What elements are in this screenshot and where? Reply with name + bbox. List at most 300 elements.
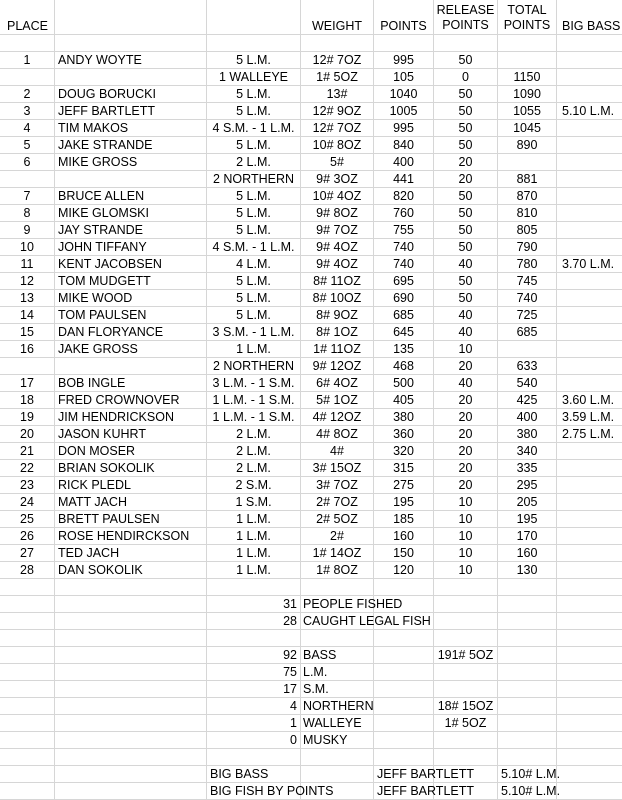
release-points-cell: 50 bbox=[458, 189, 473, 203]
big-bass-cell bbox=[557, 375, 622, 391]
species-label: L.M. bbox=[303, 665, 328, 679]
place-cell: 23 bbox=[20, 478, 34, 492]
weight-cell: 9# 4OZ bbox=[316, 257, 358, 271]
big-bass-cell bbox=[557, 528, 622, 544]
place-cell: 7 bbox=[23, 189, 31, 203]
points-cell: 645 bbox=[393, 325, 414, 339]
name-cell: FRED CROWNOVER bbox=[58, 393, 180, 407]
result-row bbox=[0, 154, 622, 171]
fish-cell: 1 L.M. - 1 S.M. bbox=[212, 410, 295, 424]
name-cell: MATT JACH bbox=[58, 495, 127, 509]
total-points-cell: 170 bbox=[516, 529, 538, 543]
total-points-cell bbox=[498, 154, 556, 170]
big-bass-cell bbox=[557, 494, 622, 510]
points-cell: 195 bbox=[393, 495, 414, 509]
points-cell: 740 bbox=[393, 257, 414, 271]
result-row bbox=[0, 103, 622, 120]
total-points-cell: 340 bbox=[516, 444, 538, 458]
release-header-line2: POINTS bbox=[442, 18, 489, 32]
big-bass-cell bbox=[557, 222, 622, 238]
big-bass-cell bbox=[557, 120, 622, 136]
fish-cell: 2 NORTHERN bbox=[212, 359, 295, 373]
name-cell: DOUG BORUCKI bbox=[58, 87, 156, 101]
big-bass-cell bbox=[557, 545, 622, 561]
weight-cell: 4# 12OZ bbox=[312, 410, 362, 424]
place-cell: 22 bbox=[20, 461, 34, 475]
total-points-cell: 295 bbox=[516, 478, 538, 492]
fish-cell: 2 L.M. bbox=[236, 444, 271, 458]
release-points-cell: 50 bbox=[458, 121, 473, 135]
spacer-row bbox=[0, 579, 622, 596]
name-cell: ROSE HENDIRCKSON bbox=[58, 529, 190, 543]
place-cell: 19 bbox=[20, 410, 34, 424]
total-points-cell: 870 bbox=[516, 189, 538, 203]
result-row bbox=[0, 52, 622, 69]
release-points-cell: 50 bbox=[458, 53, 473, 67]
total-points-cell: 881 bbox=[516, 172, 538, 186]
name-cell: JAKE GROSS bbox=[58, 342, 138, 356]
big-bass-cell bbox=[557, 273, 622, 289]
points-cell: 755 bbox=[393, 223, 414, 237]
result-row bbox=[0, 341, 622, 358]
big-bass-cell: 2.75 L.M. bbox=[562, 427, 615, 441]
release-points-cell: 10 bbox=[458, 563, 473, 577]
result-row bbox=[0, 562, 622, 579]
award-value: 5.10# L.M. bbox=[501, 784, 561, 798]
release-points-cell: 40 bbox=[458, 376, 473, 390]
result-row bbox=[0, 239, 622, 256]
result-row bbox=[0, 409, 622, 426]
species-weight: 1# 5OZ bbox=[444, 716, 487, 730]
big-bass-cell bbox=[557, 324, 622, 340]
people-fished-label: PEOPLE FISHED bbox=[303, 597, 403, 611]
points-cell: 150 bbox=[393, 546, 414, 560]
fish-cell: 2 NORTHERN bbox=[212, 172, 295, 186]
total-points-cell: 633 bbox=[516, 359, 538, 373]
points-cell: 105 bbox=[393, 70, 414, 84]
result-row bbox=[0, 222, 622, 239]
release-points-cell: 40 bbox=[458, 257, 473, 271]
result-row bbox=[0, 443, 622, 460]
name-cell: BOB INGLE bbox=[58, 376, 126, 390]
place-cell: 4 bbox=[23, 121, 31, 135]
place-cell: 21 bbox=[20, 444, 34, 458]
release-points-cell: 20 bbox=[458, 461, 473, 475]
weight-header: WEIGHT bbox=[312, 19, 362, 33]
total-points-cell: 725 bbox=[516, 308, 538, 322]
points-cell: 1005 bbox=[389, 104, 418, 118]
place-cell: 11 bbox=[20, 257, 34, 271]
species-row bbox=[0, 732, 622, 749]
award-winner: JEFF BARTLETT bbox=[377, 767, 475, 781]
release-points-header bbox=[434, 0, 497, 34]
fish-cell: 3 L.M. - 1 S.M. bbox=[212, 376, 295, 390]
total-points-cell: 1150 bbox=[513, 70, 541, 84]
weight-cell: 9# 8OZ bbox=[316, 206, 358, 220]
release-points-cell: 20 bbox=[458, 172, 473, 186]
name-cell: BRIAN SOKOLIK bbox=[58, 461, 155, 475]
release-points-cell: 0 bbox=[462, 70, 469, 84]
release-points-cell: 50 bbox=[458, 138, 473, 152]
big-bass-cell bbox=[557, 69, 622, 85]
release-points-cell: 10 bbox=[458, 342, 473, 356]
big-bass-cell bbox=[557, 358, 622, 374]
points-cell: 380 bbox=[393, 410, 414, 424]
result-row bbox=[0, 86, 622, 103]
result-row bbox=[0, 188, 622, 205]
result-row bbox=[0, 392, 622, 409]
name-cell bbox=[55, 69, 206, 85]
points-cell: 820 bbox=[393, 189, 414, 203]
big-bass-cell bbox=[557, 307, 622, 323]
result-row bbox=[0, 460, 622, 477]
total-points-cell: 540 bbox=[516, 376, 538, 390]
name-cell: JEFF BARTLETT bbox=[58, 104, 156, 118]
points-cell: 135 bbox=[393, 342, 414, 356]
total-points-cell: 780 bbox=[516, 257, 538, 271]
weight-cell: 2# 5OZ bbox=[316, 512, 358, 526]
points-cell: 995 bbox=[393, 121, 414, 135]
release-points-cell: 20 bbox=[458, 410, 473, 424]
award-row bbox=[0, 766, 622, 783]
big-bass-cell: 3.60 L.M. bbox=[562, 393, 615, 407]
species-label: NORTHERN bbox=[303, 699, 374, 713]
total-points-cell: 195 bbox=[516, 512, 538, 526]
fish-cell: 2 L.M. bbox=[236, 155, 271, 169]
weight-cell: 12# 7OZ bbox=[312, 53, 362, 67]
points-cell: 685 bbox=[393, 308, 414, 322]
points-cell: 275 bbox=[393, 478, 414, 492]
name-cell: JAY STRANDE bbox=[58, 223, 143, 237]
release-points-cell: 20 bbox=[458, 155, 473, 169]
release-points-cell: 20 bbox=[458, 444, 473, 458]
result-row bbox=[0, 205, 622, 222]
result-row bbox=[0, 171, 622, 188]
place-cell: 10 bbox=[20, 240, 34, 254]
place-cell: 16 bbox=[20, 342, 34, 356]
name-cell bbox=[55, 358, 206, 374]
place-cell bbox=[0, 171, 54, 187]
fish-cell: 5 L.M. bbox=[236, 189, 271, 203]
weight-cell: 5# bbox=[330, 155, 344, 169]
fish-cell: 5 L.M. bbox=[236, 291, 271, 305]
total-points-cell: 805 bbox=[516, 223, 538, 237]
place-cell: 25 bbox=[20, 512, 34, 526]
name-cell: BRETT PAULSEN bbox=[58, 512, 160, 526]
total-points-cell: 1055 bbox=[513, 104, 541, 118]
caught-legal-count: 28 bbox=[283, 614, 297, 628]
place-cell: 27 bbox=[20, 546, 34, 560]
spacer-row bbox=[0, 749, 622, 766]
big-bass-cell bbox=[557, 137, 622, 153]
species-row bbox=[0, 647, 622, 664]
name-cell: TED JACH bbox=[58, 546, 120, 560]
big-bass-cell bbox=[557, 477, 622, 493]
name-cell: DAN SOKOLIK bbox=[58, 563, 143, 577]
points-cell: 160 bbox=[393, 529, 414, 543]
people-fished-count: 31 bbox=[283, 597, 297, 611]
species-count: 0 bbox=[290, 733, 297, 747]
total-points-cell: 740 bbox=[516, 291, 538, 305]
big-bass-cell bbox=[557, 154, 622, 170]
total-points-cell: 745 bbox=[516, 274, 538, 288]
total-points-cell: 400 bbox=[516, 410, 538, 424]
total-points-cell: 130 bbox=[516, 563, 538, 577]
weight-cell: 12# 9OZ bbox=[312, 104, 362, 118]
big-bass-cell bbox=[557, 290, 622, 306]
result-row bbox=[0, 256, 622, 273]
points-cell: 315 bbox=[393, 461, 414, 475]
fish-cell: 1 L.M. bbox=[236, 546, 271, 560]
place-cell: 2 bbox=[23, 87, 31, 101]
big-bass-cell bbox=[557, 239, 622, 255]
header-row bbox=[0, 0, 622, 35]
total-points-cell bbox=[498, 341, 556, 357]
weight-cell: 1# 5OZ bbox=[316, 70, 358, 84]
name-cell: DAN FLORYANCE bbox=[58, 325, 164, 339]
total-points-cell: 890 bbox=[516, 138, 538, 152]
award-winner: JEFF BARTLETT bbox=[377, 784, 475, 798]
name-cell: JIM HENDRICKSON bbox=[58, 410, 174, 424]
name-cell: JASON KUHRT bbox=[58, 427, 146, 441]
weight-cell: 2# 7OZ bbox=[316, 495, 358, 509]
name-cell: TOM PAULSEN bbox=[58, 308, 147, 322]
release-points-cell: 10 bbox=[458, 529, 473, 543]
name-cell: JOHN TIFFANY bbox=[58, 240, 147, 254]
fish-cell: 1 L.M. - 1 S.M. bbox=[212, 393, 295, 407]
species-weight bbox=[434, 681, 497, 697]
points-cell: 995 bbox=[393, 53, 414, 67]
result-row bbox=[0, 69, 622, 86]
fish-cell: 5 L.M. bbox=[236, 138, 271, 152]
release-points-cell: 40 bbox=[458, 308, 473, 322]
name-cell: JAKE STRANDE bbox=[58, 138, 153, 152]
release-points-cell: 50 bbox=[458, 87, 473, 101]
place-cell: 3 bbox=[23, 104, 31, 118]
points-cell: 840 bbox=[393, 138, 414, 152]
big-bass-cell bbox=[557, 341, 622, 357]
fish-cell: 1 L.M. bbox=[236, 512, 271, 526]
place-cell: 26 bbox=[20, 529, 34, 543]
fish-cell: 5 L.M. bbox=[236, 87, 271, 101]
species-count: 1 bbox=[290, 716, 297, 730]
place-cell: 17 bbox=[20, 376, 34, 390]
caught-legal-label: CAUGHT LEGAL FISH bbox=[303, 614, 431, 628]
big-bass-cell bbox=[557, 511, 622, 527]
big-bass-cell bbox=[557, 188, 622, 204]
big-bass-cell bbox=[557, 460, 622, 476]
big-bass-cell bbox=[557, 562, 622, 578]
name-cell: MIKE GROSS bbox=[58, 155, 138, 169]
result-row bbox=[0, 477, 622, 494]
spacer-row bbox=[0, 630, 622, 647]
award-value: 5.10# L.M. bbox=[501, 767, 561, 781]
weight-cell: 3# 7OZ bbox=[316, 478, 358, 492]
result-row bbox=[0, 137, 622, 154]
species-label: S.M. bbox=[303, 682, 329, 696]
release-points-cell: 50 bbox=[458, 104, 473, 118]
release-points-cell: 40 bbox=[458, 325, 473, 339]
species-weight bbox=[434, 732, 497, 748]
species-weight bbox=[434, 664, 497, 680]
weight-cell: 8# 10OZ bbox=[312, 291, 362, 305]
result-row bbox=[0, 494, 622, 511]
release-points-cell: 20 bbox=[458, 393, 473, 407]
result-row bbox=[0, 545, 622, 562]
weight-cell: 10# 4OZ bbox=[312, 189, 362, 203]
species-weight: 18# 15OZ bbox=[437, 699, 494, 713]
release-points-cell: 10 bbox=[458, 495, 473, 509]
release-points-cell: 20 bbox=[458, 478, 473, 492]
points-cell: 760 bbox=[393, 206, 414, 220]
fish-cell: 1 L.M. bbox=[236, 529, 271, 543]
weight-cell: 12# 7OZ bbox=[312, 121, 362, 135]
points-cell: 400 bbox=[393, 155, 414, 169]
place-cell: 24 bbox=[20, 495, 34, 509]
place-cell: 5 bbox=[23, 138, 31, 152]
name-cell: TIM MAKOS bbox=[58, 121, 129, 135]
fish-cell: 5 L.M. bbox=[236, 53, 271, 67]
species-label: MUSKY bbox=[303, 733, 348, 747]
name-cell: RICK PLEDL bbox=[58, 478, 131, 492]
big-bass-cell: 5.10 L.M. bbox=[562, 104, 615, 118]
big-bass-header: BIG BASS bbox=[562, 19, 621, 33]
species-weight: 191# 5OZ bbox=[437, 648, 494, 662]
points-cell: 740 bbox=[393, 240, 414, 254]
award-label: BIG FISH BY POINTS bbox=[210, 784, 334, 798]
weight-cell: 9# 4OZ bbox=[316, 240, 358, 254]
name-cell: TOM MUDGETT bbox=[58, 274, 151, 288]
place-cell: 12 bbox=[20, 274, 34, 288]
release-points-cell: 50 bbox=[458, 291, 473, 305]
weight-cell: 2# bbox=[330, 529, 344, 543]
total-header-line2: POINTS bbox=[503, 18, 551, 32]
result-row bbox=[0, 528, 622, 545]
fish-cell: 4 S.M. - 1 L.M. bbox=[212, 240, 295, 254]
result-row bbox=[0, 307, 622, 324]
points-cell: 690 bbox=[393, 291, 414, 305]
name-cell: MIKE GLOMSKI bbox=[58, 206, 149, 220]
result-row bbox=[0, 358, 622, 375]
big-bass-cell bbox=[557, 443, 622, 459]
weight-cell: 9# 12OZ bbox=[312, 359, 362, 373]
total-points-cell: 205 bbox=[516, 495, 538, 509]
big-bass-cell: 3.59 L.M. bbox=[562, 410, 615, 424]
place-cell: 28 bbox=[20, 563, 34, 577]
points-cell: 185 bbox=[393, 512, 414, 526]
fish-cell: 4 S.M. - 1 L.M. bbox=[212, 121, 295, 135]
points-cell: 468 bbox=[393, 359, 414, 373]
fish-cell: 1 S.M. bbox=[235, 495, 272, 509]
weight-cell: 6# 4OZ bbox=[316, 376, 358, 390]
weight-cell: 1# 11OZ bbox=[313, 342, 361, 356]
weight-cell: 1# 14OZ bbox=[312, 546, 362, 560]
points-cell: 1040 bbox=[389, 87, 418, 101]
weight-cell: 10# 8OZ bbox=[312, 138, 362, 152]
weight-cell: 4# 8OZ bbox=[316, 427, 358, 441]
points-cell: 405 bbox=[393, 393, 414, 407]
result-row bbox=[0, 290, 622, 307]
fish-cell: 3 S.M. - 1 L.M. bbox=[212, 325, 295, 339]
release-points-cell: 50 bbox=[458, 274, 473, 288]
species-row bbox=[0, 698, 622, 715]
big-bass-cell bbox=[557, 86, 622, 102]
release-points-cell: 50 bbox=[458, 240, 473, 254]
weight-cell: 5# 1OZ bbox=[316, 393, 358, 407]
species-count: 17 bbox=[283, 682, 297, 696]
place-header: PLACE bbox=[7, 19, 48, 33]
name-cell: DON MOSER bbox=[58, 444, 136, 458]
place-cell bbox=[0, 358, 54, 374]
fish-cell: 1 L.M. bbox=[236, 342, 271, 356]
total-points-cell: 810 bbox=[516, 206, 538, 220]
species-count: 75 bbox=[283, 665, 297, 679]
place-cell: 9 bbox=[23, 223, 31, 237]
points-cell: 695 bbox=[393, 274, 414, 288]
place-cell: 18 bbox=[20, 393, 34, 407]
place-cell: 15 bbox=[20, 325, 34, 339]
result-row bbox=[0, 273, 622, 290]
place-cell: 6 bbox=[23, 155, 31, 169]
result-row bbox=[0, 120, 622, 137]
name-cell: MIKE WOOD bbox=[58, 291, 133, 305]
fish-cell: 2 L.M. bbox=[236, 461, 271, 475]
release-points-cell: 50 bbox=[458, 223, 473, 237]
award-row bbox=[0, 783, 622, 800]
total-header-line1: TOTAL bbox=[507, 3, 547, 17]
fish-cell: 5 L.M. bbox=[236, 308, 271, 322]
fish-cell: 5 L.M. bbox=[236, 206, 271, 220]
weight-cell: 4# bbox=[330, 444, 344, 458]
species-row bbox=[0, 715, 622, 732]
place-cell: 13 bbox=[20, 291, 34, 305]
weight-cell: 9# 7OZ bbox=[316, 223, 358, 237]
species-count: 92 bbox=[283, 648, 297, 662]
place-cell: 8 bbox=[23, 206, 31, 220]
name-cell: BRUCE ALLEN bbox=[58, 189, 145, 203]
place-cell: 1 bbox=[23, 53, 31, 67]
fish-cell: 5 L.M. bbox=[236, 223, 271, 237]
species-row bbox=[0, 664, 622, 681]
place-cell: 20 bbox=[20, 427, 34, 441]
weight-cell: 9# 3OZ bbox=[316, 172, 358, 186]
total-points-header bbox=[498, 0, 556, 34]
result-row bbox=[0, 375, 622, 392]
weight-cell: 8# 9OZ bbox=[316, 308, 358, 322]
big-bass-cell bbox=[557, 52, 622, 68]
name-cell: KENT JACOBSEN bbox=[58, 257, 162, 271]
release-points-cell: 10 bbox=[458, 512, 473, 526]
weight-cell: 8# 11OZ bbox=[313, 274, 361, 288]
fish-cell: 2 L.M. bbox=[236, 427, 271, 441]
total-points-cell: 790 bbox=[516, 240, 538, 254]
total-points-cell: 1045 bbox=[513, 121, 541, 135]
big-bass-cell bbox=[557, 171, 622, 187]
release-points-cell: 10 bbox=[458, 546, 473, 560]
points-cell: 360 bbox=[393, 427, 414, 441]
total-points-cell: 1090 bbox=[513, 87, 541, 101]
species-label: BASS bbox=[303, 648, 337, 662]
points-cell: 320 bbox=[393, 444, 414, 458]
total-points-cell: 335 bbox=[516, 461, 538, 475]
fish-cell: 1 WALLEYE bbox=[218, 70, 288, 84]
fish-cell: 1 L.M. bbox=[236, 563, 271, 577]
summary-row-people-fished bbox=[0, 596, 622, 613]
result-row bbox=[0, 426, 622, 443]
fish-cell: 4 L.M. bbox=[236, 257, 271, 271]
big-bass-cell: 3.70 L.M. bbox=[562, 257, 615, 271]
total-points-cell: 425 bbox=[516, 393, 538, 407]
